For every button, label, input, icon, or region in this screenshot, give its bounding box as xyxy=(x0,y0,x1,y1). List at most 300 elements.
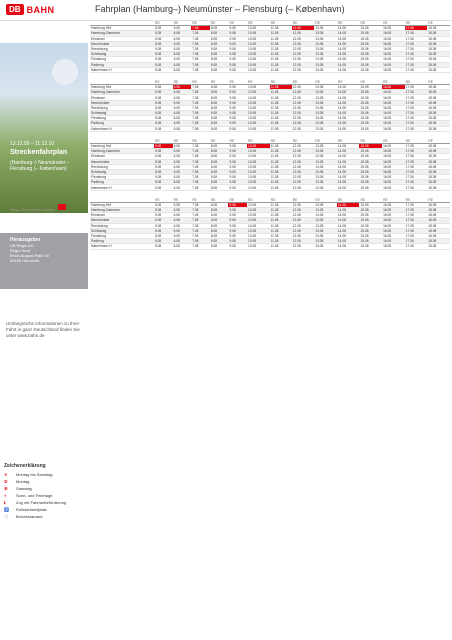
time-cell: 5.08 xyxy=(154,90,173,95)
time-cell: 5.08 xyxy=(154,111,173,116)
time-cell: 16.08 xyxy=(382,244,405,249)
time-cell: 16.08 xyxy=(382,175,405,180)
legend xyxy=(0,458,88,521)
db-logo-mark: DB xyxy=(6,4,24,15)
timetable: RE RE RE RE RE RE RE RE RE RE RE RE RE RE Hamburg Hbf 5.08 6.08 7.08 8.08 9.08 10.08 11.08 12.08 13.08 14.08 15.08 16.08 17.08 18.08 Hamburg-Dammtor 5.08 6.08 7.08 8.08 9.08 10.08 11.08 12.08 13.08 14.08 15.08 16.08 17.08 18.08 Elmshorn 5.08 6.08 7.08 8.08 9.08 10.08 11.08 12.08 13.08 14.08 15.08 16.08 17.08 18.08 Neumünster 5.08 6.08 7.08 8.08 9.08 10.08 11.08 12.08 13.08 14.08 15.08 16.08 17.08 18.08 Rendsburg 5.08 6.08 7.08 8.08 9.08 10.08 11.08 12.08 13.08 14.08 15.08 16.08 17.08 18.08 Schleswig 5.08 6.08 7.08 8.08 9.08 10.08 11.08 12.08 13.08 14.08 15.08 16.08 17.08 18.08 Flensburg 5.08 6.08 7.08 8.08 9.08 10.08 11.08 12.08 13.08 14.08 15.08 16.08 17.08 18.08 Padborg 5.08 6.08 7.08 8.08 9.08 10.08 11.08 12.08 13.08 14.08 15.08 16.08 17.08 18.08 København H 5.08 6.08 7.08 8.08 9.08 10.08 11.08 12.08 13.08 14.08 15.08 16.08 17.08 18.08 xyxy=(90,21,450,73)
legend-text: Montag bis Samstag xyxy=(16,472,53,477)
time-cell: 10.08 xyxy=(247,228,270,233)
time-cell: 10.08 xyxy=(247,218,270,223)
timetable: RE RE RE RE RE RE RE RE RE RE RE RE RE RE Hamburg Hbf 5.08 6.08 7.08 8.08 9.08 10.08 11.08 12.08 13.08 14.08 15.08 16.08 17.08 18.08 Hamburg-Dammtor 5.08 6.08 7.08 8.08 9.08 10.08 11.08 12.08 13.08 14.08 15.08 16.08 17.08 18.08 Elmshorn 5.08 6.08 7.08 8.08 9.08 10.08 11.08 12.08 13.08 14.08 15.08 16.08 17.08 18.08 Neumünster 5.08 6.08 7.08 8.08 9.08 10.08 11.08 12.08 13.08 14.08 15.08 16.08 17.08 18.08 Rendsburg 5.08 6.08 7.08 8.08 9.08 10.08 11.08 12.08 13.08 14.08 15.08 16.08 17.08 18.08 Schleswig 5.08 6.08 7.08 8.08 9.08 10.08 11.08 12.08 13.08 14.08 15.08 16.08 17.08 18.08 Flensburg 5.08 6.08 7.08 8.08 9.08 10.08 11.08 12.08 13.08 14.08 15.08 16.08 17.08 18.08 Padborg 5.08 6.08 7.08 8.08 9.08 10.08 11.08 12.08 13.08 14.08 15.08 16.08 17.08 18.08 København H 5.08 6.08 7.08 8.08 9.08 10.08 11.08 12.08 13.08 14.08 15.08 16.08 17.08 18.08 xyxy=(90,80,450,132)
time-cell: 16.08 xyxy=(382,223,405,228)
legend-heading: Zeichenerklärung xyxy=(4,463,46,469)
time-cell: 11.08 xyxy=(270,62,292,67)
time-cell: 18.08 xyxy=(427,57,450,62)
time-cell: 9.08 xyxy=(228,52,247,57)
time-cell: 18.08 xyxy=(427,208,450,213)
time-cell: 14.08 xyxy=(337,202,360,207)
time-cell: 9.08 xyxy=(228,213,247,218)
time-cell: 18.08 xyxy=(427,175,450,180)
time-cell: 18.08 xyxy=(427,121,450,126)
time-cell: 10.08 xyxy=(247,100,270,105)
time-cell: 12.08 xyxy=(292,223,315,228)
legend-symbol: ✕ xyxy=(4,472,8,477)
time-cell: 6.08 xyxy=(173,228,192,233)
time-cell: 6.08 xyxy=(173,52,192,57)
time-cell: 14.08 xyxy=(337,180,360,185)
time-cell: 13.08 xyxy=(314,149,337,154)
time-cell: 9.08 xyxy=(228,244,247,249)
time-cell: 16.08 xyxy=(382,41,405,46)
time-cell: 7.08 xyxy=(191,159,210,164)
time-cell: 8.08 xyxy=(210,223,229,228)
time-cell: 10.08 xyxy=(247,149,270,154)
time-cell: 18.08 xyxy=(427,143,450,148)
time-cell: 11.08 xyxy=(270,223,292,228)
time-cell: 12.08 xyxy=(292,180,315,185)
time-cell: 6.08 xyxy=(173,185,192,190)
time-cell: 17.08 xyxy=(405,208,428,213)
time-cell: 15.08 xyxy=(359,154,382,159)
time-cell: 13.08 xyxy=(314,218,337,223)
time-cell: 8.08 xyxy=(210,105,229,110)
time-cell: 7.08 xyxy=(191,244,210,249)
time-cell: 12.08 xyxy=(292,41,315,46)
station-name: Neumünster xyxy=(90,218,154,223)
time-cell: 16.08 xyxy=(382,85,405,90)
time-cell: 7.08 xyxy=(191,46,210,51)
publisher-line: DB Regio AG xyxy=(10,243,34,248)
time-cell: 8.08 xyxy=(210,164,229,169)
time-cell: 13.08 xyxy=(314,121,337,126)
time-cell: 8.08 xyxy=(210,31,229,36)
time-cell: 8.08 xyxy=(210,85,229,90)
time-cell: 10.08 xyxy=(247,36,270,41)
time-cell: 8.08 xyxy=(210,52,229,57)
time-cell: 10.08 xyxy=(247,175,270,180)
time-cell: 12.08 xyxy=(292,202,315,207)
publisher-line: Ernst-August-Platz 10 xyxy=(10,253,49,258)
time-cell: 8.08 xyxy=(210,26,229,31)
time-cell: 17.08 xyxy=(405,164,428,169)
time-cell: 16.08 xyxy=(382,233,405,238)
time-cell: 8.08 xyxy=(210,46,229,51)
time-cell: 13.08 xyxy=(314,208,337,213)
time-cell: 6.08 xyxy=(173,218,192,223)
time-cell: 11.08 xyxy=(270,149,292,154)
time-cell: 14.08 xyxy=(337,223,360,228)
time-cell: 15.08 xyxy=(359,228,382,233)
time-cell: 17.08 xyxy=(405,95,428,100)
time-cell: 12.08 xyxy=(292,233,315,238)
time-cell: 15.08 xyxy=(359,85,382,90)
time-cell: 8.08 xyxy=(210,62,229,67)
time-cell: 11.08 xyxy=(270,116,292,121)
time-cell: 7.08 xyxy=(191,67,210,72)
time-cell: 11.08 xyxy=(270,159,292,164)
time-cell: 16.08 xyxy=(382,57,405,62)
time-cell: 10.08 xyxy=(247,111,270,116)
station-name: Elmshorn xyxy=(90,36,154,41)
time-cell: 17.08 xyxy=(405,36,428,41)
time-cell: 16.08 xyxy=(382,111,405,116)
time-cell: 14.08 xyxy=(337,154,360,159)
time-cell: 10.08 xyxy=(247,126,270,131)
time-cell: 15.08 xyxy=(359,159,382,164)
table-row xyxy=(90,126,450,131)
time-cell: 13.08 xyxy=(314,239,337,244)
time-cell: 16.08 xyxy=(382,154,405,159)
time-cell: 5.08 xyxy=(154,233,173,238)
time-cell: 12.08 xyxy=(292,175,315,180)
time-cell: 6.08 xyxy=(173,41,192,46)
time-cell: 5.08 xyxy=(154,218,173,223)
time-cell: 18.08 xyxy=(427,228,450,233)
time-cell: 8.08 xyxy=(210,116,229,121)
time-cell: 15.08 xyxy=(359,164,382,169)
time-cell: 8.08 xyxy=(210,159,229,164)
time-cell: 8.08 xyxy=(210,244,229,249)
time-cell: 5.08 xyxy=(154,46,173,51)
time-cell: 10.08 xyxy=(247,46,270,51)
time-cell: 6.08 xyxy=(173,57,192,62)
time-cell: 18.08 xyxy=(427,41,450,46)
time-cell: 15.08 xyxy=(359,169,382,174)
time-cell: 11.08 xyxy=(270,52,292,57)
station-name: Padborg xyxy=(90,62,154,67)
time-cell: 5.08 xyxy=(154,52,173,57)
time-cell: 10.08 xyxy=(247,159,270,164)
time-cell: 14.08 xyxy=(337,31,360,36)
time-cell: 15.08 xyxy=(359,67,382,72)
time-cell: 8.08 xyxy=(210,36,229,41)
time-cell: 6.08 xyxy=(173,169,192,174)
station-name: Flensburg xyxy=(90,175,154,180)
time-cell: 9.08 xyxy=(228,164,247,169)
time-cell: 7.08 xyxy=(191,26,210,31)
time-cell: 12.08 xyxy=(292,26,315,31)
station-name: Rendsburg xyxy=(90,164,154,169)
time-cell: 18.08 xyxy=(427,218,450,223)
time-cell: 9.08 xyxy=(228,180,247,185)
legend-symbol: ℹ xyxy=(4,500,6,505)
time-cell: 14.08 xyxy=(337,36,360,41)
legend-item xyxy=(4,479,88,484)
time-cell: 13.08 xyxy=(314,46,337,51)
station-name: Elmshorn xyxy=(90,213,154,218)
time-cell: 10.08 xyxy=(247,90,270,95)
table-row xyxy=(90,244,450,249)
time-cell: 9.08 xyxy=(228,208,247,213)
time-cell: 14.08 xyxy=(337,164,360,169)
legend-text: Samstag xyxy=(16,486,32,491)
time-cell: 12.08 xyxy=(292,67,315,72)
time-cell: 17.08 xyxy=(405,52,428,57)
time-cell: 14.08 xyxy=(337,208,360,213)
time-cell: 10.08 xyxy=(247,31,270,36)
time-cell: 11.08 xyxy=(270,31,292,36)
time-cell: 6.08 xyxy=(173,202,192,207)
time-cell: 14.08 xyxy=(337,26,360,31)
time-cell: 8.08 xyxy=(210,149,229,154)
time-cell: 14.08 xyxy=(337,233,360,238)
time-cell: 6.08 xyxy=(173,233,192,238)
time-cell: 9.08 xyxy=(228,36,247,41)
time-cell: 11.08 xyxy=(270,218,292,223)
time-cell: 18.08 xyxy=(427,159,450,164)
time-cell: 15.08 xyxy=(359,26,382,31)
time-cell: 7.08 xyxy=(191,218,210,223)
time-cell: 6.08 xyxy=(173,239,192,244)
time-cell: 6.08 xyxy=(173,31,192,36)
station-name: Neumünster xyxy=(90,159,154,164)
time-cell: 12.08 xyxy=(292,149,315,154)
time-cell: 8.08 xyxy=(210,202,229,207)
time-cell: 12.08 xyxy=(292,121,315,126)
time-cell: 16.08 xyxy=(382,105,405,110)
station-name: Neumünster xyxy=(90,41,154,46)
time-cell: 8.08 xyxy=(210,175,229,180)
time-cell: 15.08 xyxy=(359,52,382,57)
time-cell: 15.08 xyxy=(359,116,382,121)
time-cell: 7.08 xyxy=(191,143,210,148)
time-cell: 5.08 xyxy=(154,208,173,213)
time-cell: 9.08 xyxy=(228,105,247,110)
info-note: Umfangreiche Informationen zu Ihrer Fahrt in ganz Deutschland finden Sie unter www.bahn.de xyxy=(6,321,80,338)
sun-icon xyxy=(52,59,78,85)
time-cell: 8.08 xyxy=(210,180,229,185)
legend-symbol: † xyxy=(4,493,7,498)
time-cell: 11.08 xyxy=(270,100,292,105)
station-name: Rendsburg xyxy=(90,223,154,228)
page-title: Fahrplan (Hamburg–) Neumünster – Flensburg (– København) xyxy=(95,4,345,14)
time-cell: 8.08 xyxy=(210,67,229,72)
publisher-line: Regio Nord xyxy=(10,248,31,253)
db-logo xyxy=(6,4,55,15)
time-cell: 6.08 xyxy=(173,159,192,164)
time-cell: 17.08 xyxy=(405,239,428,244)
time-cell: 5.08 xyxy=(154,31,173,36)
time-cell: 9.08 xyxy=(228,126,247,131)
station-name: Flensburg xyxy=(90,116,154,121)
legend-text: Zug mit Fahrradbeförderung xyxy=(16,500,67,505)
time-cell: 14.08 xyxy=(337,121,360,126)
time-cell: 11.08 xyxy=(270,180,292,185)
time-cell: 10.08 xyxy=(247,208,270,213)
legend-symbol: ♿ xyxy=(4,507,9,512)
time-cell: 8.08 xyxy=(210,57,229,62)
time-cell: 6.08 xyxy=(173,180,192,185)
time-cell: 17.08 xyxy=(405,100,428,105)
time-cell: 15.08 xyxy=(359,100,382,105)
time-cell: 13.08 xyxy=(314,100,337,105)
legend-item xyxy=(4,507,88,512)
time-cell: 5.08 xyxy=(154,105,173,110)
time-cell: 6.08 xyxy=(173,90,192,95)
time-cell: 13.08 xyxy=(314,244,337,249)
time-cell: 9.08 xyxy=(228,185,247,190)
time-cell: 13.08 xyxy=(314,180,337,185)
time-cell: 8.08 xyxy=(210,143,229,148)
time-cell: 17.08 xyxy=(405,218,428,223)
time-cell: 9.08 xyxy=(228,228,247,233)
time-cell: 13.08 xyxy=(314,164,337,169)
timetable-area xyxy=(90,21,450,257)
time-cell: 6.08 xyxy=(173,244,192,249)
time-cell: 12.08 xyxy=(292,85,315,90)
time-cell: 11.08 xyxy=(270,57,292,62)
time-cell: 5.08 xyxy=(154,85,173,90)
time-cell: 7.08 xyxy=(191,126,210,131)
time-cell: 8.08 xyxy=(210,90,229,95)
station-name: Hamburg Hbf xyxy=(90,202,154,207)
validity-date: 13.12.09 – 11.12.10 xyxy=(10,141,55,147)
time-cell: 14.08 xyxy=(337,85,360,90)
time-cell: 16.08 xyxy=(382,62,405,67)
legend-symbol: ① xyxy=(4,479,8,484)
time-cell: 17.08 xyxy=(405,244,428,249)
time-cell: 17.08 xyxy=(405,121,428,126)
time-cell: 5.08 xyxy=(154,67,173,72)
station-name: Padborg xyxy=(90,180,154,185)
time-cell: 10.08 xyxy=(247,116,270,121)
time-cell: 10.08 xyxy=(247,105,270,110)
time-cell: 8.08 xyxy=(210,41,229,46)
time-cell: 13.08 xyxy=(314,26,337,31)
time-cell: 13.08 xyxy=(314,154,337,159)
time-cell: 12.08 xyxy=(292,105,315,110)
time-cell: 15.08 xyxy=(359,90,382,95)
hero-subheading: (Hamburg–) Neumünster – Flensburg (– København) xyxy=(10,160,70,172)
time-cell: 15.08 xyxy=(359,121,382,126)
time-cell: 16.08 xyxy=(382,100,405,105)
time-cell: 13.08 xyxy=(314,185,337,190)
time-cell: 12.08 xyxy=(292,95,315,100)
time-cell: 17.08 xyxy=(405,46,428,51)
time-cell: 15.08 xyxy=(359,105,382,110)
time-cell: 12.08 xyxy=(292,244,315,249)
time-cell: 15.08 xyxy=(359,202,382,207)
time-cell: 11.08 xyxy=(270,164,292,169)
time-cell: 14.08 xyxy=(337,228,360,233)
time-cell: 9.08 xyxy=(228,111,247,116)
time-cell: 7.08 xyxy=(191,213,210,218)
regio-slogan: Regio Schleswig-Holstein xyxy=(10,207,56,212)
time-cell: 11.08 xyxy=(270,169,292,174)
time-cell: 13.08 xyxy=(314,233,337,238)
time-cell: 8.08 xyxy=(210,228,229,233)
station-name: Hamburg Hbf xyxy=(90,143,154,148)
time-cell: 6.08 xyxy=(173,62,192,67)
time-cell: 13.08 xyxy=(314,116,337,121)
legend-item xyxy=(4,486,88,491)
time-cell: 17.08 xyxy=(405,149,428,154)
time-cell: 12.08 xyxy=(292,228,315,233)
time-cell: 18.08 xyxy=(427,180,450,185)
time-cell: 6.08 xyxy=(173,116,192,121)
timetable: RE RE RE RE RE RE RE RE RE RE RE RE RE RE Hamburg Hbf 5.08 6.08 7.08 8.08 9.08 10.08 11.08 12.08 13.08 14.08 15.08 16.08 17.08 18.08 Hamburg-Dammtor 5.08 6.08 7.08 8.08 9.08 10.08 11.08 12.08 13.08 14.08 15.08 16.08 17.08 18.08 Elmshorn 5.08 6.08 7.08 8.08 9.08 10.08 11.08 12.08 13.08 14.08 15.08 16.08 17.08 18.08 Neumünster 5.08 6.08 7.08 8.08 9.08 10.08 11.08 12.08 13.08 14.08 15.08 16.08 17.08 18.08 Rendsburg 5.08 6.08 7.08 8.08 9.08 10.08 11.08 12.08 13.08 14.08 15.08 16.08 17.08 18.08 Schleswig 5.08 6.08 7.08 8.08 9.08 10.08 11.08 12.08 13.08 14.08 15.08 16.08 17.08 18.08 Flensburg 5.08 6.08 7.08 8.08 9.08 10.08 11.08 12.08 13.08 14.08 15.08 16.08 17.08 18.08 Padborg 5.08 6.08 7.08 8.08 9.08 10.08 11.08 12.08 13.08 14.08 15.08 16.08 17.08 18.08 København H 5.08 6.08 7.08 8.08 9.08 10.08 11.08 12.08 13.08 14.08 15.08 16.08 17.08 18.08 xyxy=(90,139,450,191)
time-cell: 14.08 xyxy=(337,239,360,244)
time-cell: 7.08 xyxy=(191,121,210,126)
time-cell: 16.08 xyxy=(382,67,405,72)
time-cell: 14.08 xyxy=(337,62,360,67)
time-cell: 6.08 xyxy=(173,154,192,159)
time-cell: 13.08 xyxy=(314,52,337,57)
time-cell: 6.08 xyxy=(173,95,192,100)
time-cell: 18.08 xyxy=(427,116,450,121)
time-cell: 10.08 xyxy=(247,121,270,126)
time-cell: 5.08 xyxy=(154,41,173,46)
db-logo-text: BAHN xyxy=(26,4,55,15)
time-cell: 14.08 xyxy=(337,218,360,223)
time-cell: 15.08 xyxy=(359,36,382,41)
time-cell: 11.08 xyxy=(270,105,292,110)
time-cell: 8.08 xyxy=(210,208,229,213)
time-cell: 7.08 xyxy=(191,52,210,57)
time-cell: 12.08 xyxy=(292,218,315,223)
time-cell: 13.08 xyxy=(314,143,337,148)
time-cell: 15.08 xyxy=(359,239,382,244)
time-cell: 9.08 xyxy=(228,121,247,126)
time-cell: 18.08 xyxy=(427,185,450,190)
time-cell: 16.08 xyxy=(382,149,405,154)
time-cell: 13.08 xyxy=(314,57,337,62)
time-cell: 14.08 xyxy=(337,175,360,180)
time-cell: 15.08 xyxy=(359,185,382,190)
time-cell: 9.08 xyxy=(228,233,247,238)
time-cell: 8.08 xyxy=(210,239,229,244)
time-cell: 12.08 xyxy=(292,100,315,105)
time-cell: 14.08 xyxy=(337,213,360,218)
time-cell: 16.08 xyxy=(382,46,405,51)
time-cell: 14.08 xyxy=(337,143,360,148)
time-cell: 5.08 xyxy=(154,164,173,169)
time-cell: 9.08 xyxy=(228,31,247,36)
time-cell: 8.08 xyxy=(210,126,229,131)
station-name: Hamburg Hbf xyxy=(90,85,154,90)
time-cell: 16.08 xyxy=(382,169,405,174)
time-cell: 5.08 xyxy=(154,121,173,126)
time-cell: 15.08 xyxy=(359,233,382,238)
time-cell: 17.08 xyxy=(405,90,428,95)
time-cell: 9.08 xyxy=(228,26,247,31)
time-cell: 5.08 xyxy=(154,143,173,148)
time-cell: 13.08 xyxy=(314,169,337,174)
station-name: Rendsburg xyxy=(90,105,154,110)
time-cell: 6.08 xyxy=(173,126,192,131)
time-cell: 13.08 xyxy=(314,126,337,131)
time-cell: 6.08 xyxy=(173,46,192,51)
time-cell: 13.08 xyxy=(314,36,337,41)
time-cell: 10.08 xyxy=(247,223,270,228)
time-cell: 5.08 xyxy=(154,26,173,31)
time-cell: 15.08 xyxy=(359,57,382,62)
station-name: Rendsburg xyxy=(90,46,154,51)
time-cell: 14.08 xyxy=(337,95,360,100)
time-cell: 12.08 xyxy=(292,111,315,116)
time-cell: 5.08 xyxy=(154,244,173,249)
station-name: Hamburg-Dammtor xyxy=(90,31,154,36)
time-cell: 11.08 xyxy=(270,233,292,238)
time-cell: 5.08 xyxy=(154,202,173,207)
time-cell: 7.08 xyxy=(191,154,210,159)
time-cell: 13.08 xyxy=(314,105,337,110)
legend-text: Sonn- und Feiertage xyxy=(16,493,53,498)
time-cell: 7.08 xyxy=(191,180,210,185)
time-cell: 6.08 xyxy=(173,208,192,213)
time-cell: 18.08 xyxy=(427,233,450,238)
time-cell: 18.08 xyxy=(427,244,450,249)
time-cell: 6.08 xyxy=(173,100,192,105)
